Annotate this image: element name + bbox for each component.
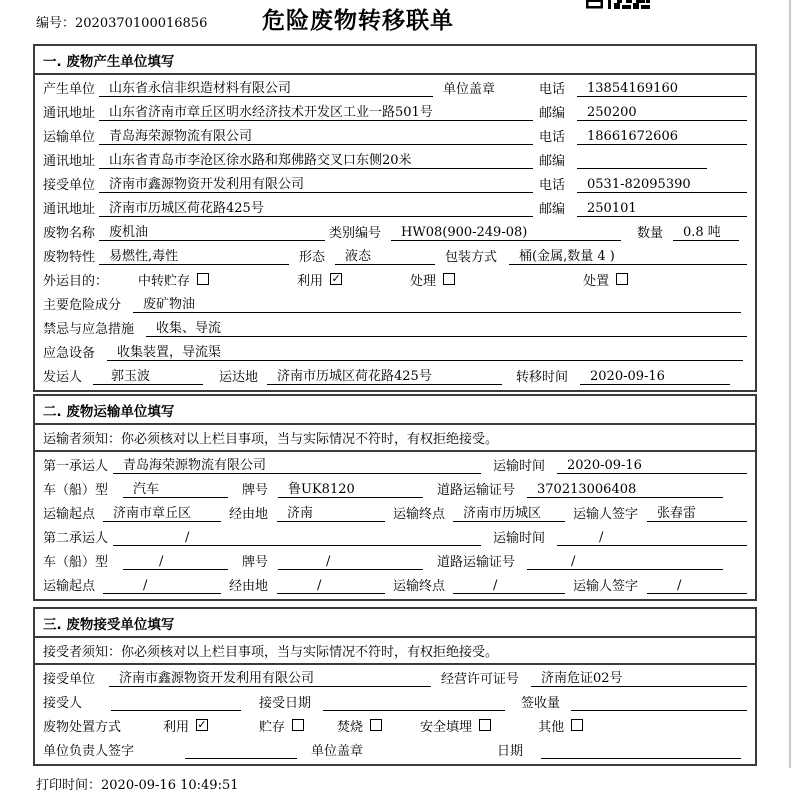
checkbox-icon <box>616 273 628 285</box>
checkbox-icon <box>571 719 583 731</box>
carrier-signature-value: 张春雷 <box>647 502 747 522</box>
checkbox-checked-icon: ✓ <box>331 272 341 285</box>
phone-label: 电话 <box>539 82 566 97</box>
vehicle-type-label: 车（船）型 <box>43 555 109 570</box>
transporter-address-value: 山东省青岛市李沧区徐水路和郑佛路交叉口东侧20米 <box>99 149 533 169</box>
disposal-option-other <box>538 716 583 735</box>
origin-value: 济南市章丘区 <box>103 502 221 522</box>
purpose-label: 外运目的： <box>43 274 109 289</box>
transport-time-label: 运输时间 <box>493 531 546 546</box>
checkbox-icon <box>443 273 455 285</box>
terminus-2-value: / <box>453 578 565 594</box>
second-carrier-value: / <box>113 530 481 546</box>
vehicle-row-2 <box>35 549 755 573</box>
accept-date-value <box>323 695 505 711</box>
traits-value: 易燃性,毒性 <box>99 245 289 265</box>
vehicle-row-1 <box>35 477 755 501</box>
receiver-address-row <box>35 196 755 220</box>
waste-name-row <box>35 220 755 244</box>
origin-2-value: / <box>103 578 221 594</box>
measures-label: 禁忌与应急措施 <box>43 322 135 337</box>
producer-label: 产生单位 <box>43 82 96 97</box>
acceptor-row <box>35 690 755 714</box>
section-receiver-header: 三. 废物接受单位填写 <box>35 609 755 638</box>
serial-label: 编号： <box>36 16 76 31</box>
receiver-row <box>35 172 755 196</box>
carrier-signature-label: 运输人签字 <box>573 579 639 594</box>
purpose-option-transfer-storage <box>138 270 209 289</box>
transfer-time-label: 转移时间 <box>516 370 569 385</box>
terminus-label: 运输终点 <box>393 579 446 594</box>
transporter-row <box>35 124 755 148</box>
phone-label: 电话 <box>539 178 566 193</box>
zip-label: 邮编 <box>539 106 566 121</box>
origin-label: 运输起点 <box>43 507 96 522</box>
plate-label: 牌号 <box>242 555 269 570</box>
receiver-value: 济南市鑫源物资开发利用有限公司 <box>99 173 533 193</box>
category-label: 类别编号 <box>329 226 382 241</box>
emergency-measures-row <box>35 316 755 340</box>
plate-2-value: / <box>278 554 423 570</box>
date-value <box>541 743 741 759</box>
traits-label: 废物特性 <box>43 250 96 265</box>
via-label: 经由地 <box>229 579 269 594</box>
carrier-signature-2-value: / <box>647 578 747 594</box>
purpose-option-dispose <box>583 270 628 289</box>
section-producer <box>33 44 757 392</box>
terminus-label: 运输终点 <box>393 507 446 522</box>
transfer-time-value: 2020-09-16 <box>580 369 730 385</box>
form-title: 危险废物转移联单 <box>262 8 454 34</box>
transport-time-value: 2020-09-16 <box>557 458 747 474</box>
license-value: 济南危证02号 <box>531 667 747 687</box>
checkbox-checked-icon: ✓ <box>197 718 207 731</box>
producer-address-row <box>35 100 755 124</box>
section-transporter-body <box>35 452 755 599</box>
principal-signature-value <box>185 743 297 759</box>
via-value: 济南 <box>277 502 385 522</box>
zip-label: 邮编 <box>539 154 566 169</box>
qr-code-fragment-icon <box>586 0 650 9</box>
principal-signature-label: 单位负责人签字 <box>43 744 135 759</box>
option-label: 利用 <box>297 274 324 289</box>
road-permit-label: 道路运输证号 <box>437 483 516 498</box>
vehicle-type-label: 车（船）型 <box>43 483 109 498</box>
option-label: 焚烧 <box>337 720 364 735</box>
quantity-value: 0.8 吨 <box>673 221 739 241</box>
principal-signature-row <box>35 738 755 762</box>
page-edge-line <box>789 0 791 768</box>
producer-address-value: 山东省济南市章丘区明水经济技术开发区工业一路501号 <box>99 101 533 121</box>
option-label: 利用 <box>163 720 190 735</box>
transporter-label: 运输单位 <box>43 130 96 145</box>
plate-value: 鲁UK8120 <box>278 478 423 498</box>
acceptor-label: 接受人 <box>43 696 83 711</box>
unit-seal-label: 单位盖章 <box>442 82 495 97</box>
packing-label: 包装方式 <box>445 250 498 265</box>
purpose-option-utilize <box>297 270 342 289</box>
consignor-row <box>35 364 755 388</box>
checkbox-icon <box>370 719 382 731</box>
road-permit-2-value: / <box>527 554 723 570</box>
transporter-notice: 运输者须知：你必须核对以上栏目事项，当与实际情况不符时，有权拒绝接受。 <box>35 425 755 452</box>
option-label: 其他 <box>538 720 565 735</box>
producer-phone-value: 13854169160 <box>577 81 747 97</box>
option-label: 安全填埋 <box>420 720 473 735</box>
disposal-option-incinerate <box>337 716 382 735</box>
section-transporter-header: 二. 废物运输单位填写 <box>35 396 755 425</box>
waste-name-value: 废机油 <box>99 221 325 241</box>
receiving-unit-value: 济南市鑫源物资开发利用有限公司 <box>109 667 431 687</box>
quantity-label: 数量 <box>637 226 664 241</box>
origin-label: 运输起点 <box>43 579 96 594</box>
receiver-notice: 接受者须知：你必须核对以上栏目事项，当与实际情况不符时，有权拒绝接受。 <box>35 638 755 665</box>
hazard-label: 主要危险成分 <box>43 298 122 313</box>
receiver-label: 接受单位 <box>43 178 96 193</box>
signed-amount-label: 签收量 <box>521 696 561 711</box>
producer-row <box>35 76 755 100</box>
option-label: 贮存 <box>259 720 286 735</box>
receiving-unit-label: 接受单位 <box>43 672 96 687</box>
second-carrier-row <box>35 525 755 549</box>
transport-time-label: 运输时间 <box>493 459 546 474</box>
equipment-label: 应急设备 <box>43 346 96 361</box>
transporter-zip-value <box>577 153 707 169</box>
destination-value: 济南市历城区荷花路425号 <box>267 365 502 385</box>
section-transporter <box>33 394 757 601</box>
transporter-value: 青岛海荣源物流有限公司 <box>99 125 533 145</box>
hazard-components-row <box>35 292 755 316</box>
producer-zip-value: 250200 <box>577 105 747 121</box>
consignor-value: 郭玉波 <box>93 365 203 385</box>
plate-label: 牌号 <box>242 483 269 498</box>
date-label: 日期 <box>497 744 524 759</box>
emergency-equipment-row <box>35 340 755 364</box>
route-row-2 <box>35 573 755 597</box>
zip-label: 邮编 <box>539 202 566 217</box>
section-receiver <box>33 607 757 766</box>
terminus-value: 济南市历城区 <box>453 502 565 522</box>
acceptor-value <box>111 695 241 711</box>
vehicle-type-value: 汽车 <box>123 478 228 498</box>
receiving-unit-row <box>35 666 755 690</box>
receiver-address-value: 济南市历城区荷花路425号 <box>99 197 533 217</box>
carrier-signature-label: 运输人签字 <box>573 507 639 522</box>
waste-traits-row <box>35 244 755 268</box>
route-row-1 <box>35 501 755 525</box>
road-permit-value: 370213006408 <box>527 482 723 498</box>
print-time-value: 2020-09-16 10:49:51 <box>101 778 239 793</box>
option-label: 处理 <box>410 274 437 289</box>
waste-name-label: 废物名称 <box>43 226 96 241</box>
address-label: 通讯地址 <box>43 106 96 121</box>
form-state-label: 形态 <box>299 250 326 265</box>
destination-label: 运达地 <box>219 370 259 385</box>
phone-label: 电话 <box>539 130 566 145</box>
purpose-row <box>35 268 755 292</box>
form-state-value: 液态 <box>335 245 435 265</box>
section-producer-header: 一. 废物产生单位填写 <box>35 46 755 75</box>
measures-value: 收集、导流 <box>146 317 747 337</box>
consignor-label: 发运人 <box>43 370 83 385</box>
producer-value: 山东省永信非织造材料有限公司 <box>99 77 433 97</box>
disposal-option-landfill <box>420 716 491 735</box>
accept-date-label: 接受日期 <box>259 696 312 711</box>
print-time <box>36 774 796 793</box>
section-producer-body <box>35 75 755 390</box>
option-label: 处置 <box>583 274 610 289</box>
serial-value: 2020370100016856 <box>75 16 208 31</box>
second-carrier-label: 第二承运人 <box>43 531 109 546</box>
via-label: 经由地 <box>229 507 269 522</box>
first-carrier-value: 青岛海荣源物流有限公司 <box>113 454 481 474</box>
transport-time-2-value: / <box>557 530 747 546</box>
checkbox-icon <box>292 719 304 731</box>
disposal-method-label: 废物处置方式 <box>43 720 122 735</box>
hazard-value: 废矿物油 <box>133 293 741 313</box>
receiver-zip-value: 250101 <box>577 201 747 217</box>
document-header <box>0 0 796 44</box>
receiver-phone-value: 0531-82095390 <box>577 177 747 193</box>
section-receiver-body <box>35 665 755 764</box>
via-2-value: / <box>277 578 385 594</box>
equipment-value: 收集装置，导流渠 <box>107 341 743 361</box>
transporter-phone-value: 18661672606 <box>577 129 747 145</box>
disposal-option-utilize <box>163 716 208 735</box>
disposal-method-row <box>35 714 755 738</box>
print-time-label: 打印时间： <box>36 778 102 793</box>
first-carrier-row <box>35 453 755 477</box>
signed-amount-value <box>571 695 747 711</box>
checkbox-icon <box>197 273 209 285</box>
disposal-option-storage <box>259 716 304 735</box>
first-carrier-label: 第一承运人 <box>43 459 109 474</box>
transporter-address-row <box>35 148 755 172</box>
road-permit-label: 道路运输证号 <box>437 555 516 570</box>
category-value: HW08(900-249-08) <box>391 225 621 241</box>
purpose-option-treat <box>410 270 455 289</box>
license-label: 经营许可证号 <box>441 672 520 687</box>
address-label: 通讯地址 <box>43 154 96 169</box>
address-label: 通讯地址 <box>43 202 96 217</box>
option-label: 中转贮存 <box>138 274 191 289</box>
unit-seal-label: 单位盖章 <box>311 744 364 759</box>
checkbox-icon <box>479 719 491 731</box>
packing-value: 桶(金属,数量 4 ) <box>509 245 747 265</box>
vehicle-type-2-value: / <box>123 554 228 570</box>
